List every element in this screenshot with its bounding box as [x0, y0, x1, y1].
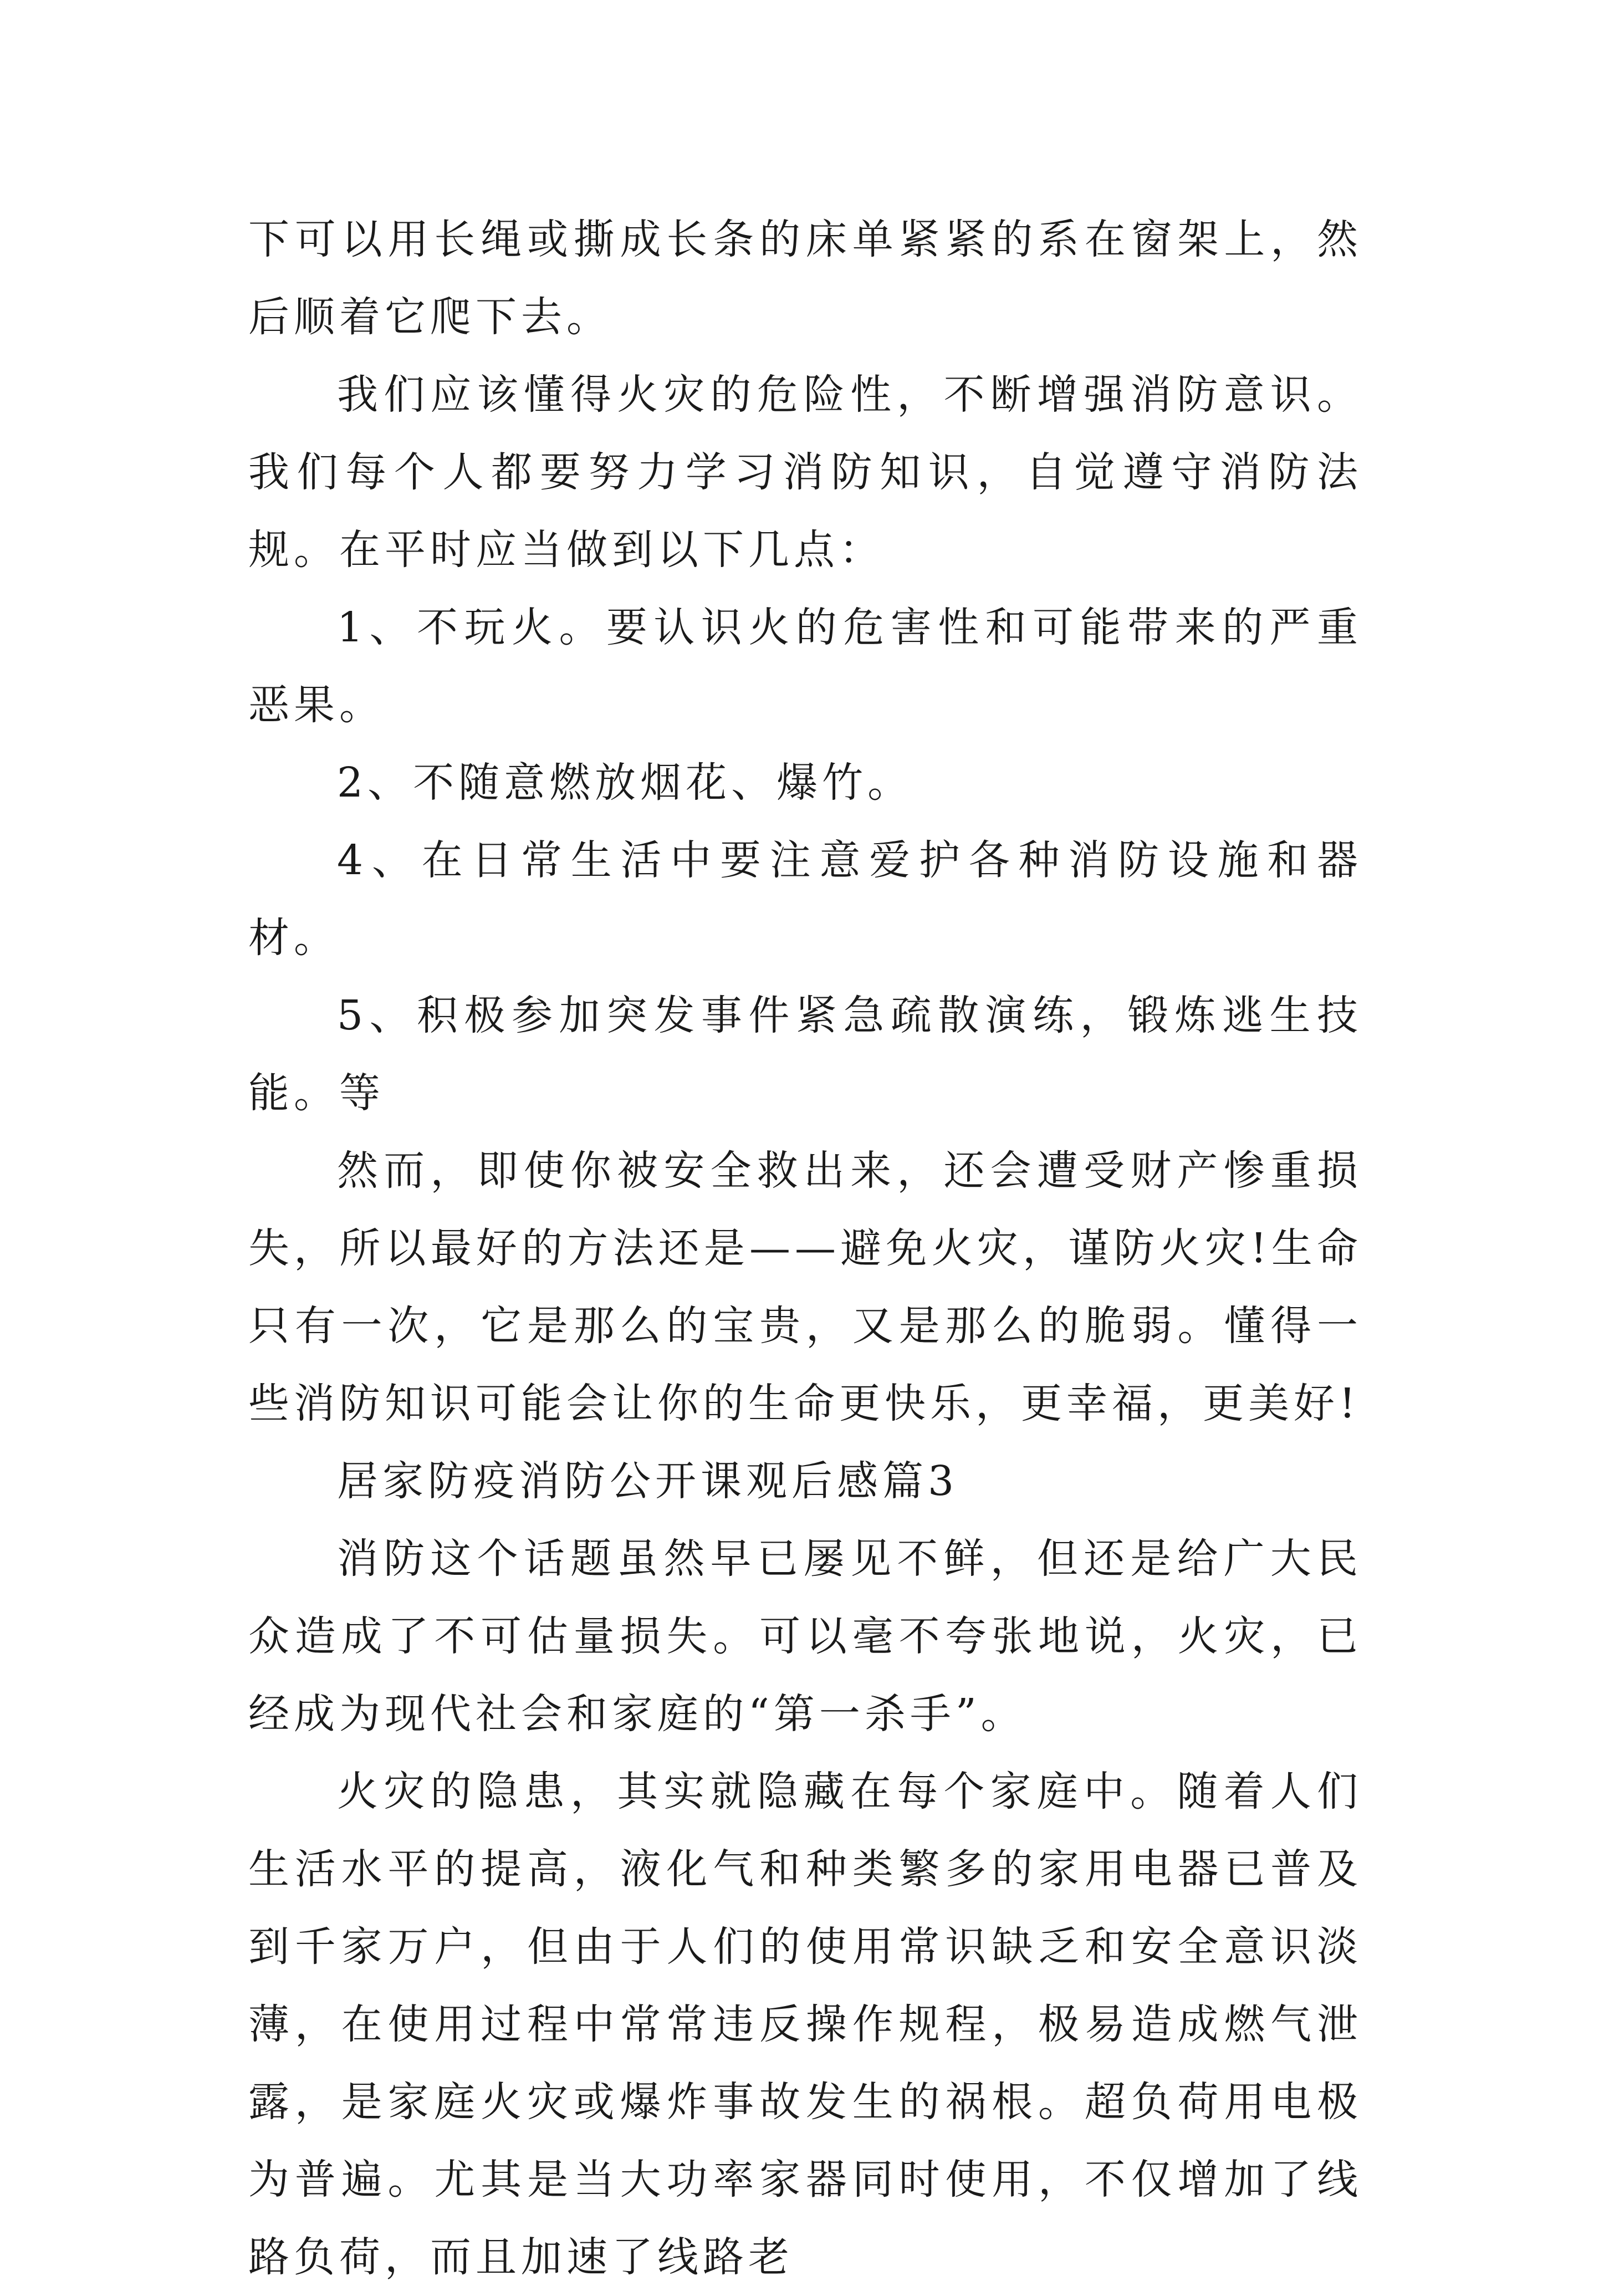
paragraph-conclusion: 然而，即使你被安全救出来，还会遭受财产惨重损失，所以最好的方法还是——避免火灾，谨防火灾!生命只有一次，它是那么的宝贵，又是那么的脆弱。懂得一些消防知识可能会让你的生命更快乐，更幸福，更美好!	[248, 1147, 1362, 1427]
list-item-1: 1、不玩火。要认识火的危害性和可能带来的严重恶果。	[248, 604, 1362, 729]
section-heading: 居家防疫消防公开课观后感篇3	[337, 1457, 959, 1505]
paragraph-escape-rope: 下可以用长绳或撕成长条的床单紧紧的系在窗架上，然后顺着它爬下去。	[248, 216, 1362, 341]
document-body	[248, 201, 1362, 2296]
paragraph-fire-topic: 消防这个话题虽然早已屡见不鲜，但还是给广大民众造成了不可估量损失。可以毫不夸张地说，火灾，已经成为现代社会和家庭的“第一杀手”。	[248, 1535, 1362, 1738]
paragraph-household-hazards: 火灾的隐患，其实就隐藏在每个家庭中。随着人们生活水平的提高，液化气和种类繁多的家用电器已普及到千家万户，但由于人们的使用常识缺乏和安全意识淡薄，在使用过程中常常违反操作规程，极易造成燃气泄露，是家庭火灾或爆炸事故发生的祸根。超负荷用电极为普遍。尤其是当大功率家器同时使用，不仅增加了线路负荷，而且加速了线路老	[248, 1768, 1362, 2281]
paragraph-fire-awareness: 我们应该懂得火灾的危险性，不断增强消防意识。 我们每个人都要努力学习消防知识，自觉遵守消防法规。在平时应当做到以下几点：	[248, 371, 1362, 574]
list-item-2: 2、不随意燃放烟花、爆竹。	[337, 759, 913, 807]
list-item-5: 5、积极参加突发事件紧急疏散演练，锻炼逃生技能。等	[248, 992, 1362, 1117]
list-item-4: 4、在日常生活中要注意爱护各种消防设施和器材。	[248, 836, 1362, 962]
